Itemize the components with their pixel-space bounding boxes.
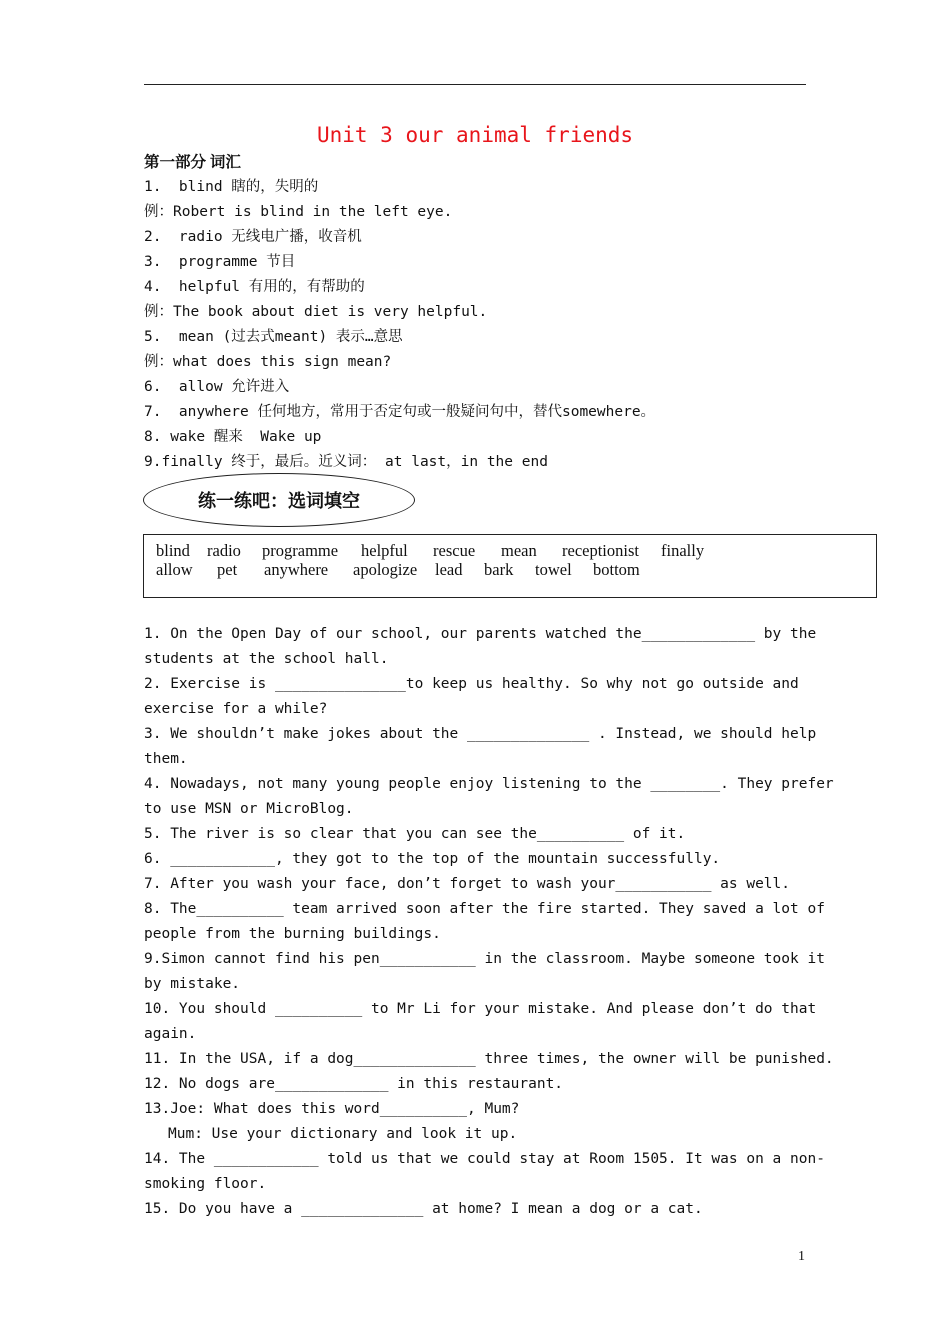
vocab-line: 6. allow 允许进入	[144, 379, 290, 395]
vocab-line: 1. blind 瞎的，失明的	[144, 179, 319, 195]
exercise-line: them.	[144, 751, 188, 767]
exercise-line: 12. No dogs are_____________ in this restaurant.	[144, 1076, 564, 1092]
word-bank-box	[143, 534, 877, 598]
exercise-line: 5. The river is so clear that you can see the__________ of it.	[144, 826, 686, 842]
word-bank-item: anywhere	[264, 560, 329, 579]
word-bank-item: helpful	[361, 541, 408, 560]
vocab-line: 5. mean (过去式meant) 表示…意思	[144, 329, 403, 345]
exercise-line: Mum: Use your dictionary and look it up.	[168, 1126, 518, 1142]
section-heading: 第一部分 词汇	[144, 154, 241, 171]
vocab-line: 3. programme 节目	[144, 254, 296, 270]
word-bank-item: bottom	[593, 560, 640, 579]
exercise-list	[144, 622, 834, 1222]
word-bank-item: programme	[262, 541, 339, 560]
practice-heading	[143, 473, 415, 527]
vocab-line: 例：Robert is blind in the left eye.	[144, 204, 453, 220]
exercise-line: 7. After you wash your face, don’t forget to wash your___________ as well.	[144, 876, 791, 892]
exercise-line: to use MSN or MicroBlog.	[144, 801, 354, 817]
vocab-line: 7. anywhere 任何地方，常用于否定句或一般疑问句中，替代somewhere。	[144, 404, 656, 420]
exercise-line: 1. On the Open Day of our school, our parents watched the_____________ by the	[144, 626, 817, 642]
exercise-line: people from the burning buildings.	[144, 926, 441, 942]
word-bank-item: finally	[661, 541, 705, 560]
header-rule	[144, 84, 806, 85]
word-bank-item: radio	[207, 541, 241, 560]
vocab-line: 例：what does this sign mean?	[144, 354, 392, 370]
exercise-line: 9.Simon cannot find his pen___________ in the classroom. Maybe someone took it	[144, 951, 825, 967]
vocab-line: 例：The book about diet is very helpful.	[144, 304, 488, 320]
vocab-line: 9.finally 终于，最后。近义词： at last，in the end	[144, 454, 548, 470]
vocab-list	[144, 175, 824, 475]
word-bank-item: lead	[435, 560, 463, 579]
exercise-line: 6. ____________, they got to the top of the mountain successfully.	[144, 851, 721, 867]
exercise-line: 11. In the USA, if a dog______________ three times, the owner will be punished.	[144, 1051, 834, 1067]
word-bank-item: mean	[501, 541, 537, 560]
exercise-line: 2. Exercise is _______________to keep us healthy. So why not go outside and	[144, 676, 799, 692]
page-number: 1	[798, 1249, 805, 1264]
exercise-line: 13.Joe: What does this word__________, Mum?	[144, 1101, 520, 1117]
exercise-line: 8. The__________ team arrived soon after the fire started. They saved a lot of	[144, 901, 825, 917]
vocab-line: 2. radio 无线电广播，收音机	[144, 229, 362, 245]
word-bank-item: rescue	[433, 541, 476, 560]
exercise-line: smoking floor.	[144, 1176, 267, 1192]
exercise-line: by mistake.	[144, 976, 241, 992]
exercise-line: 14. The ____________ told us that we could stay at Room 1505. It was on a non-	[144, 1151, 825, 1167]
vocab-line: 4. helpful 有用的，有帮助的	[144, 279, 365, 295]
vocab-line: 8. wake 醒来 Wake up	[144, 429, 322, 445]
practice-heading-label: 练一练吧：选词填空	[198, 491, 360, 511]
word-bank-item: towel	[535, 560, 572, 579]
word-bank-item: allow	[156, 560, 193, 579]
word-bank-item: blind	[156, 541, 190, 560]
word-bank-item: receptionist	[562, 541, 639, 560]
word-bank-item: bark	[484, 560, 514, 579]
exercise-line: 10. You should __________ to Mr Li for your mistake. And please don’t do that	[144, 1001, 817, 1017]
exercise-line: students at the school hall.	[144, 651, 389, 667]
exercise-line: 4. Nowadays, not many young people enjoy listening to the ________. They prefer	[144, 776, 834, 792]
page-title: Unit 3 our animal friends	[316, 123, 634, 147]
exercise-line: 15. Do you have a ______________ at home? I mean a dog or a cat.	[144, 1201, 703, 1217]
word-bank-item: pet	[217, 560, 238, 579]
exercise-line: again.	[144, 1026, 197, 1042]
exercise-line: 3. We shouldn’t make jokes about the ______________ . Instead, we should help	[144, 726, 817, 742]
word-bank-item: apologize	[353, 560, 418, 579]
exercise-line: exercise for a while?	[144, 701, 328, 717]
